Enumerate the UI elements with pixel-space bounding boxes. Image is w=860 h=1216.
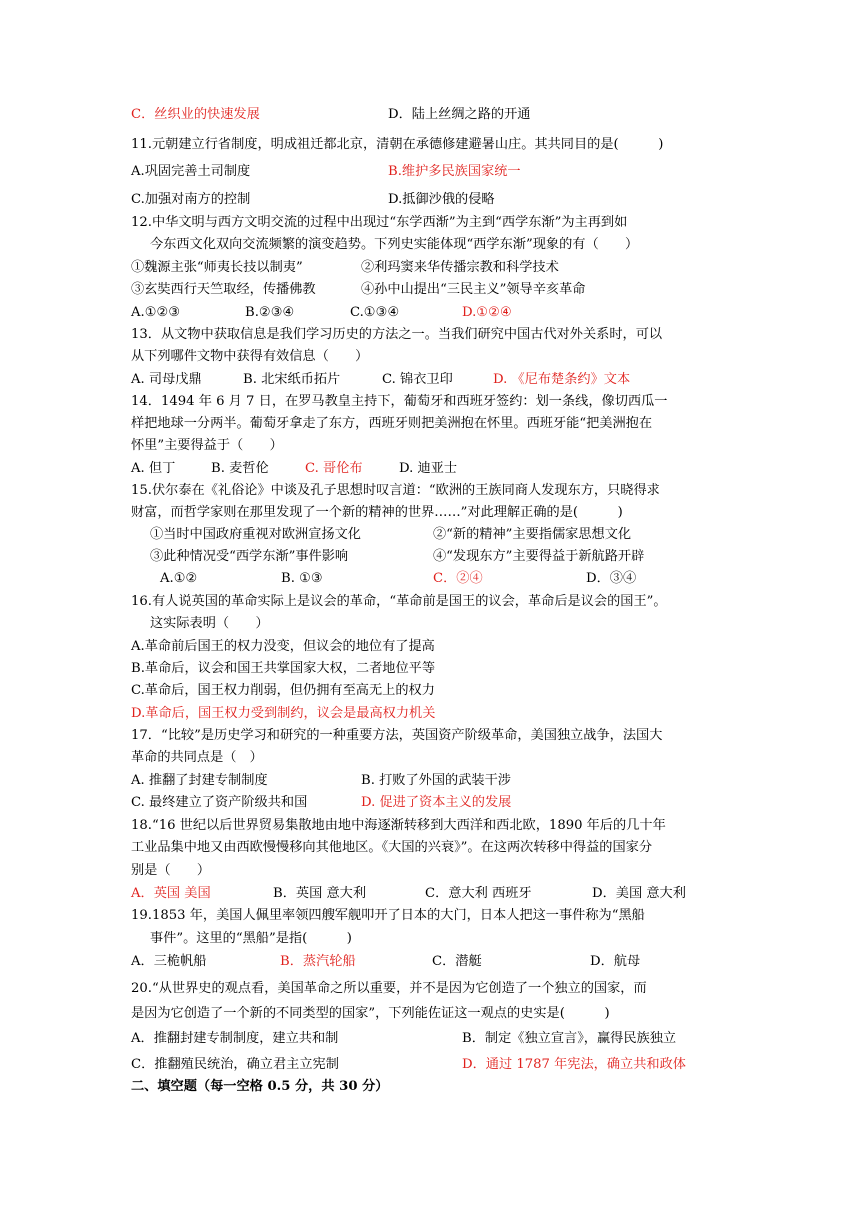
q12-item-4: ④孙中山提出“三民主义”领导辛亥革命: [361, 282, 586, 297]
q15-item-3: ③此种情况受“西学东渐”事件影响: [150, 549, 349, 564]
q10-option-c: C．丝织业的快速发展: [131, 107, 260, 122]
section-2-title: 二、填空题（每一空格 0.5 分，共 30 分）: [131, 1079, 389, 1094]
q13-stem-line2: 从下列哪件文物中获得有效信息（ ）: [131, 349, 369, 364]
q12-item-1: ①魏源主张“师夷长技以制夷”: [131, 260, 303, 275]
q13-option-d: D. 《尼布楚条约》文本: [493, 372, 631, 387]
q18-option-a: A．英国 美国: [131, 886, 211, 901]
q13-option-c: C. 锦衣卫印: [382, 372, 453, 387]
q18-stem-line1: 18.“16 世纪以后世界贸易集散地由地中海逐渐转移到大西洋和西北欧，1890 年后的几十年: [131, 818, 666, 833]
q15-stem-line2: 财富，而哲学家则在那里发现了一个新的精神的世界……”对此理解正确的是( ): [131, 505, 623, 520]
q12-option-d: D.①②④: [462, 305, 512, 320]
q16-option-a: A.革命前后国王的权力没变，但议会的地位有了提高: [131, 639, 435, 654]
q19-option-c: C．潜艇: [432, 954, 482, 969]
q18-option-c: C．意大利 西班牙: [425, 886, 532, 901]
q16-option-b: B.革命后，议会和国王共掌国家大权，二者地位平等: [131, 661, 436, 676]
q15-option-c: C．②④: [433, 571, 483, 586]
q19-option-d: D．航母: [590, 954, 641, 969]
q12-option-a: A.①②③: [131, 305, 181, 320]
q11-option-b: B.维护多民族国家统一: [388, 164, 521, 179]
q20-stem-line1: 20.“从世界史的观点看，美国革命之所以重要，并不是因为它创造了一个独立的国家，而: [131, 981, 647, 996]
q18-option-d: D．美国 意大利: [592, 886, 686, 901]
q18-option-b: B．英国 意大利: [273, 886, 367, 901]
q11-option-c: C.加强对南方的控制: [131, 192, 251, 207]
q15-option-b: B. ①③: [281, 571, 323, 586]
q12-option-b: B.②③④: [245, 305, 295, 320]
q12-option-c: C.①③④: [350, 305, 400, 320]
q10-option-d: D．陆上丝绸之路的开通: [388, 107, 531, 122]
q15-stem-line1: 15.伏尔泰在《礼俗论》中谈及孔子思想时叹言道：“欧洲的王族同商人发现东方，只晓得求: [131, 483, 660, 498]
q12-item-2: ②利玛窦来华传播宗教和科学技术: [361, 260, 559, 275]
q17-stem-line1: 17．“比较”是历史学习和研究的一种重要方法，英国资产阶级革命，美国独立战争，法国大: [131, 728, 663, 743]
q14-stem-line2: 样把地球一分两半。葡萄牙拿走了东方，西班牙则把美洲抱在怀里。西班牙能“把美洲抱在: [131, 416, 653, 431]
q20-option-b: B．制定《独立宣言》，赢得民族独立: [462, 1031, 677, 1046]
q17-option-d: D. 促进了资本主义的发展: [361, 795, 512, 810]
q16-stem-line1: 16.有人说英国的革命实际上是议会的革命，“革命前是国王的议会，革命后是议会的国王”。: [131, 594, 667, 609]
q17-option-b: B. 打败了外国的武装干涉: [361, 773, 511, 788]
q15-item-4: ④“发现东方”主要得益于新航路开辟: [433, 549, 645, 564]
q15-item-2: ②“新的精神”主要指儒家思想文化: [433, 527, 632, 542]
q18-stem-line2: 工业品集中地又由西欧慢慢移向其他地区。《大国的兴衰》”。在这两次转移中得益的国家分: [131, 840, 653, 855]
q13-option-a: A. 司母戊鼎: [131, 372, 202, 387]
q20-option-a: A．推翻封建专制制度，建立共和制: [131, 1031, 339, 1046]
q11-option-d: D.抵御沙俄的侵略: [388, 192, 495, 207]
q14-option-b: B. 麦哲伦: [211, 461, 269, 476]
q12-stem-line2: 今东西文化双向交流频繁的演变趋势。下列史实能体现“西学东渐”现象的有（ ）: [150, 237, 639, 252]
q15-option-a: A.①②: [160, 571, 198, 586]
q12-stem-line1: 12.中华文明与西方文明交流的过程中出现过“东学西渐”为主到“西学东渐”为主再到如: [131, 215, 628, 230]
q16-stem-line2: 这实际表明（ ）: [150, 616, 269, 631]
q14-option-a: A. 但丁: [131, 461, 176, 476]
q18-stem-line3: 别是（ ）: [131, 863, 211, 878]
q20-stem-line2: 是因为它创造了一个新的不同类型的国家”，下列能佐证这一观点的史实是( ): [131, 1006, 610, 1021]
q13-option-b: B. 北宋纸币拓片: [243, 372, 341, 387]
q17-stem-line2: 革命的共同点是（ ）: [131, 750, 263, 765]
q15-option-d: D．③④: [586, 571, 637, 586]
q20-option-c: C．推翻殖民统治，确立君主立宪制: [131, 1057, 339, 1072]
q14-stem-line3: 怀里”主要得益于（ ）: [131, 438, 283, 453]
q11-option-a: A.巩固完善土司制度: [131, 164, 251, 179]
q13-stem-line1: 13．从文物中获取信息是我们学习历史的方法之一。当我们研究中国古代对外关系时，可以: [131, 327, 663, 342]
q14-option-d: D. 迪亚士: [399, 461, 458, 476]
q19-option-a: A．三桅帆船: [131, 954, 207, 969]
q14-option-c: C. 哥伦布: [305, 461, 363, 476]
q14-stem-line1: 14．1494 年 6 月 7 日，在罗马教皇主持下，葡萄牙和西班牙签约：划一条线，像切西瓜一: [131, 394, 668, 409]
q17-option-a: A. 推翻了封建专制制度: [131, 773, 268, 788]
q20-option-d: D．通过 1787 年宪法，确立共和政体: [462, 1057, 686, 1072]
q19-stem-line1: 19.1853 年，美国人佩里率领四艘军舰叩开了日本的大门，日本人把这一事件称为“黑船: [131, 908, 645, 923]
q11-stem: 11.元朝建立行省制度，明成祖迁都北京，清朝在承德修建避暑山庄。其共同目的是( ): [131, 137, 664, 152]
q17-option-c: C. 最终建立了资产阶级共和国: [131, 795, 308, 810]
q19-option-b: B．蒸汽轮船: [280, 954, 356, 969]
q16-option-c: C.革命后，国王权力削弱，但仍拥有至高无上的权力: [131, 683, 435, 698]
q19-stem-line2: 事件”。这里的“黑船”是指( ): [150, 931, 352, 946]
q12-item-3: ③玄奘西行天竺取经，传播佛教: [131, 282, 316, 297]
q16-option-d: D.革命后，国王权力受到制约，议会是最高权力机关: [131, 706, 436, 721]
q15-item-1: ①当时中国政府重视对欧洲宣扬文化: [150, 527, 361, 542]
